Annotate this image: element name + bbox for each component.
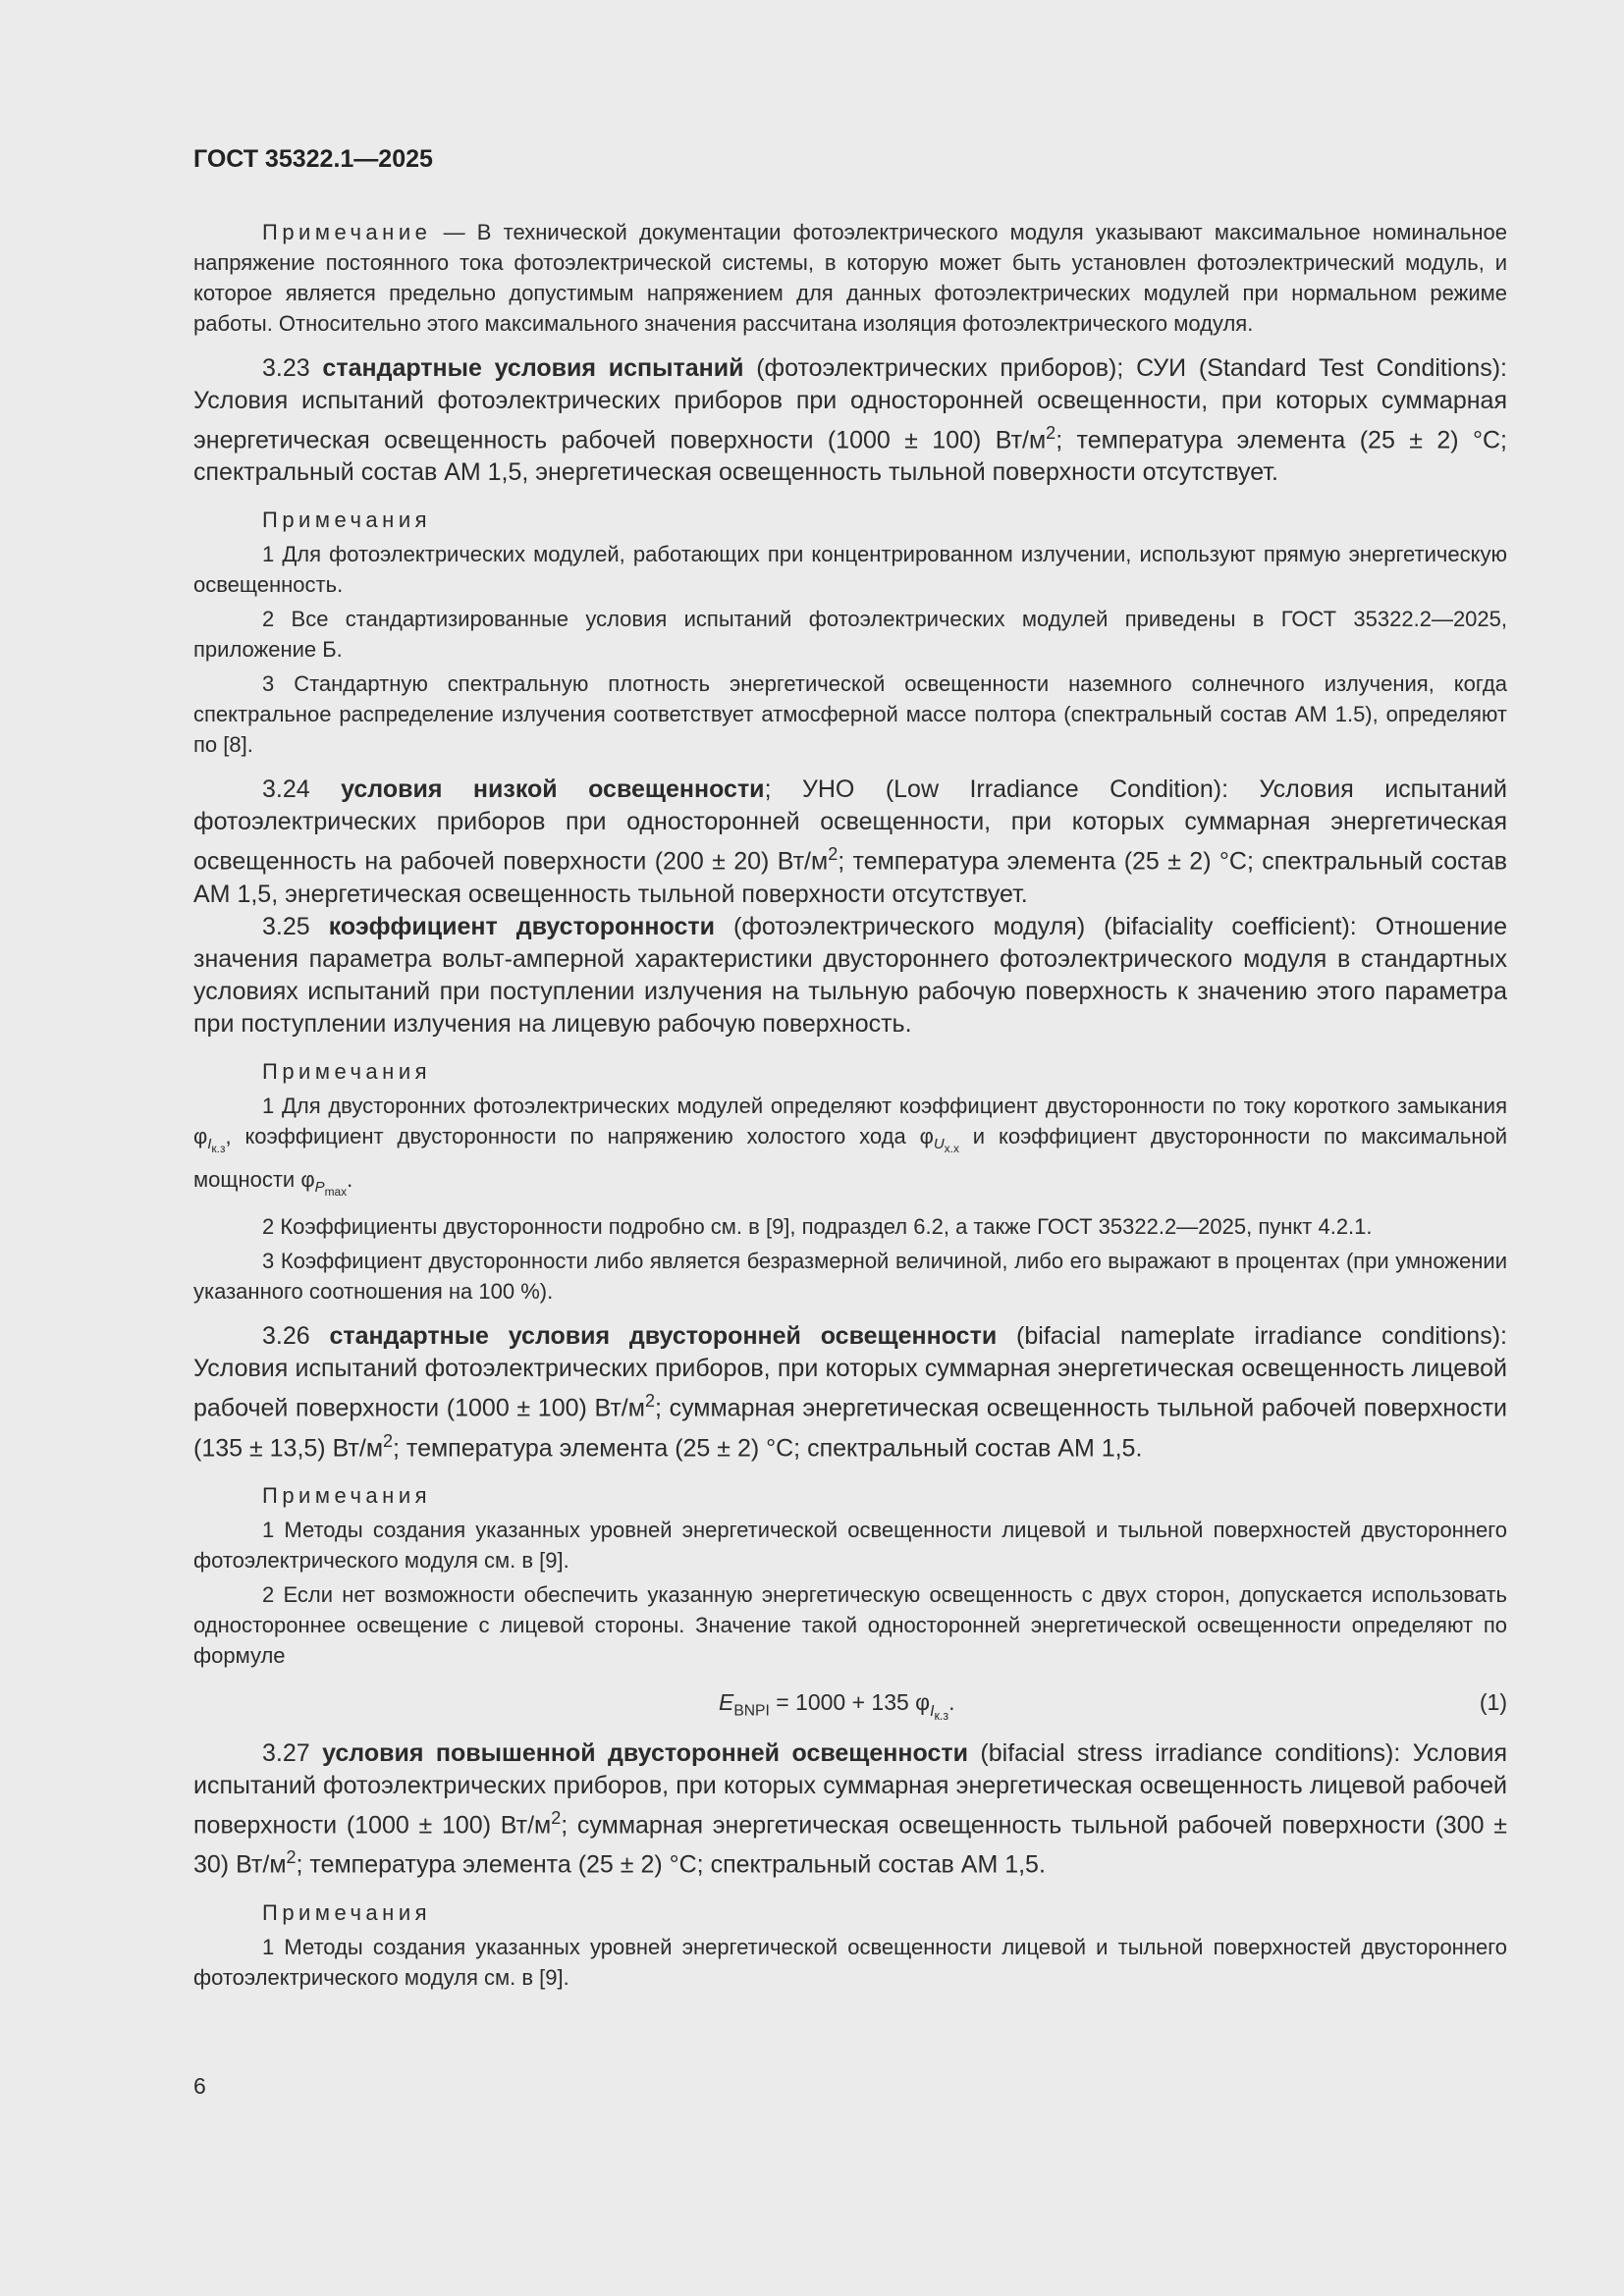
superscript: 2 xyxy=(644,1391,655,1412)
clause-3-26 xyxy=(193,1320,1507,1465)
note-text: . xyxy=(347,1167,353,1193)
phi-symbol: φ xyxy=(915,1689,931,1716)
note-item: 2 Если нет возможности обеспечить указанную энергетическую освещенность с двух сторон, допускается использовать одностороннее освещение с лицевой стороны. Значение такой односторонней энергетической освещенности определяют по формуле xyxy=(193,1582,1507,1669)
clause-3-27 xyxy=(193,1737,1507,1882)
note-item: 3 Коэффициент двусторонности либо является безразмерной величиной, либо его выражают в процентах (при умножении указанного соотношения на 100 %). xyxy=(193,1249,1507,1305)
note-label: Примечание xyxy=(262,220,432,244)
clause-text: ; температура элемента (25 ± 2) °С; спектральный состав АМ 1,5, энергетическая освещенность тыльной поверхности отсутствует. xyxy=(193,847,1507,908)
superscript: 2 xyxy=(828,844,839,865)
clause-term: стандартные условия испытаний xyxy=(322,354,744,382)
formula-1 xyxy=(193,1681,1507,1724)
clause-term: условия повышенной двусторонней освещенности xyxy=(322,1739,968,1768)
note-text: 1 Для двусторонних фотоэлектрических модулей определяют коэффициент двусторонности по току короткого замыкания xyxy=(262,1093,1507,1118)
superscript: 2 xyxy=(551,1808,562,1829)
clause-text: (bifacial nameplate irradiance conditions): Условия испытаний фотоэлектрических приборов, при которых суммарная энергетическая освещенность лицевой рабочей поверхности (1000 ± 100) Вт/м xyxy=(193,1322,1507,1422)
clause-number: 3.26 xyxy=(262,1322,330,1351)
superscript: 2 xyxy=(383,1430,394,1451)
clause-3-24 xyxy=(193,774,1507,910)
subscript-index: max xyxy=(324,1185,348,1200)
clause-text: ; суммарная энергетическая освещенность тыльной рабочей поверхности (135 ± 13,5) Вт/м xyxy=(193,1394,1507,1463)
symbol: P xyxy=(314,1179,325,1197)
note-item: 2 Все стандартизированные условия испытаний фотоэлектрических модулей приведены в ГОСТ 35322.2—2025, приложение Б. xyxy=(193,607,1507,663)
notes-heading: Примечания xyxy=(262,1483,432,1509)
clause-number: 3.24 xyxy=(262,775,342,804)
superscript: 2 xyxy=(1046,423,1056,443)
clause-text: (bifacial stress irradiance conditions): Условия испытаний фотоэлектрических приборов, при которых суммарная энергетическая освещенность лицевой рабочей поверхности (1000 ± 100) Вт/м xyxy=(193,1739,1507,1840)
clause-number: 3.25 xyxy=(262,912,329,940)
subscript xyxy=(314,1179,348,1200)
clause-number: 3.27 xyxy=(262,1739,323,1768)
subscript: BNPI xyxy=(733,1702,770,1720)
symbol: U xyxy=(933,1136,945,1153)
clause-text: (фотоэлектрического модуля) (bifaciality coefficient): Отношение значения параметра вольт-амперной характеристики двустороннего фотоэлектрического модуля в стандартных условиях испытаний при поступлении излучения на тыльную рабочую поверхность к значению этого параметра при поступлении излучения на лицевую рабочую поверхность. xyxy=(193,912,1508,1038)
clause-3-23 xyxy=(193,352,1507,489)
clause-text: ; температура элемента (25 ± 2) °С; спектральный состав АМ 1,5. xyxy=(296,1850,1046,1879)
formula-text: . xyxy=(948,1689,955,1716)
subscript-index: х.х xyxy=(944,1142,959,1156)
page-content xyxy=(193,145,1507,1993)
clause-term: коэффициент двусторонности xyxy=(328,912,715,940)
formula-expression xyxy=(719,1681,955,1737)
subscript-index: к.з xyxy=(934,1708,949,1723)
note-item: 1 Методы создания указанных уровней энергетической освещенности лицевой и тыльной поверхностей двустороннего фотоэлектрического модуля см. в [9]. xyxy=(193,1518,1507,1574)
formula-text: = 1000 + 135 xyxy=(769,1689,916,1716)
clause-term: стандартные условия двусторонней освещенности xyxy=(329,1322,998,1351)
phi-symbol: φ xyxy=(919,1123,934,1148)
clause-text: ; температура элемента (25 ± 2) °С; спектральный состав АМ 1,5. xyxy=(393,1434,1143,1463)
clause-text: ; УНО (Low Irradiance Condition): Условия испытаний фотоэлектрических приборов при односторонней освещенности, при которых суммарная энергетическая освещенность на рабочей поверхности (200 ± 20) Вт/м xyxy=(193,775,1507,876)
superscript: 2 xyxy=(286,1847,297,1868)
page-number: 6 xyxy=(193,2073,206,2099)
subscript xyxy=(930,1702,949,1723)
notes-heading: Примечания xyxy=(262,507,432,533)
note-text: , коэффициент двусторонности по напряжению холостого хода xyxy=(225,1123,920,1148)
phi-symbol: φ xyxy=(300,1167,315,1193)
symbol: I xyxy=(930,1702,935,1720)
phi-symbol: φ xyxy=(193,1123,208,1148)
note-item: 1 Для фотоэлектрических модулей, работающих при концентрированном излучении, используют прямую энергетическую освещенность. xyxy=(193,542,1507,598)
note-text: и коэффициент двусторонности по максимальной мощности xyxy=(193,1123,1508,1193)
clause-term: условия низкой освещенности xyxy=(341,775,765,804)
clause-text: (фотоэлектрических приборов); СУИ (Standard Test Conditions): Условия испытаний фотоэлектрических приборов при односторонней освещенности, при которых суммарная энергетическая освещенность рабочей поверхности (1000 ± 100) Вт/м xyxy=(193,354,1507,454)
note-item: 2 Коэффициенты двусторонности подробно см. в [9], подраздел 6.2, а также ГОСТ 35322.2—2025, пункт 4.2.1. xyxy=(262,1214,1373,1240)
subscript-index: к.з xyxy=(211,1142,226,1156)
formula-number: (1) xyxy=(1479,1689,1507,1716)
note-item xyxy=(193,1091,1507,1208)
clause-text: ; суммарная энергетическая освещенность тыльной рабочей поверхности (300 ± 30) Вт/м xyxy=(193,1811,1507,1879)
symbol: I xyxy=(207,1136,212,1153)
symbol: E xyxy=(719,1689,734,1716)
note-3-22 xyxy=(193,217,1507,339)
subscript xyxy=(207,1136,226,1156)
clause-number: 3.23 xyxy=(262,354,323,382)
note-item: 3 Стандартную спектральную плотность энергетической освещенности наземного солнечного излучения, когда спектральное распределение излучения соответствует атмосферной массе полтора (спектральный состав АМ 1.5), определяют по [8]. xyxy=(193,671,1507,758)
subscript xyxy=(933,1136,959,1156)
notes-heading: Примечания xyxy=(262,1058,432,1084)
clause-text: ; температура элемента (25 ± 2) °С; спектральный состав АМ 1,5, энергетическая освещенность тыльной поверхности отсутствует. xyxy=(193,426,1507,487)
notes-heading: Примечания xyxy=(262,1899,432,1925)
clause-3-25 xyxy=(193,911,1507,1041)
document-header: ГОСТ 35322.1—2025 xyxy=(193,145,433,173)
note-text: — В технической документации фотоэлектрического модуля указывают максимальное номинальное напряжение постоянного тока фотоэлектрической системы, в которую может быть установлен фотоэлектрический модуль, и которое является предельно допустимым напряжением для данных фотоэлектрических модулей при нормальном режиме работы. Относительно этого максимального значения рассчитана изоляция фотоэлектрического модуля. xyxy=(193,220,1507,336)
note-item: 1 Методы создания указанных уровней энергетической освещенности лицевой и тыльной поверхностей двустороннего фотоэлектрического модуля см. в [9]. xyxy=(193,1934,1507,1990)
